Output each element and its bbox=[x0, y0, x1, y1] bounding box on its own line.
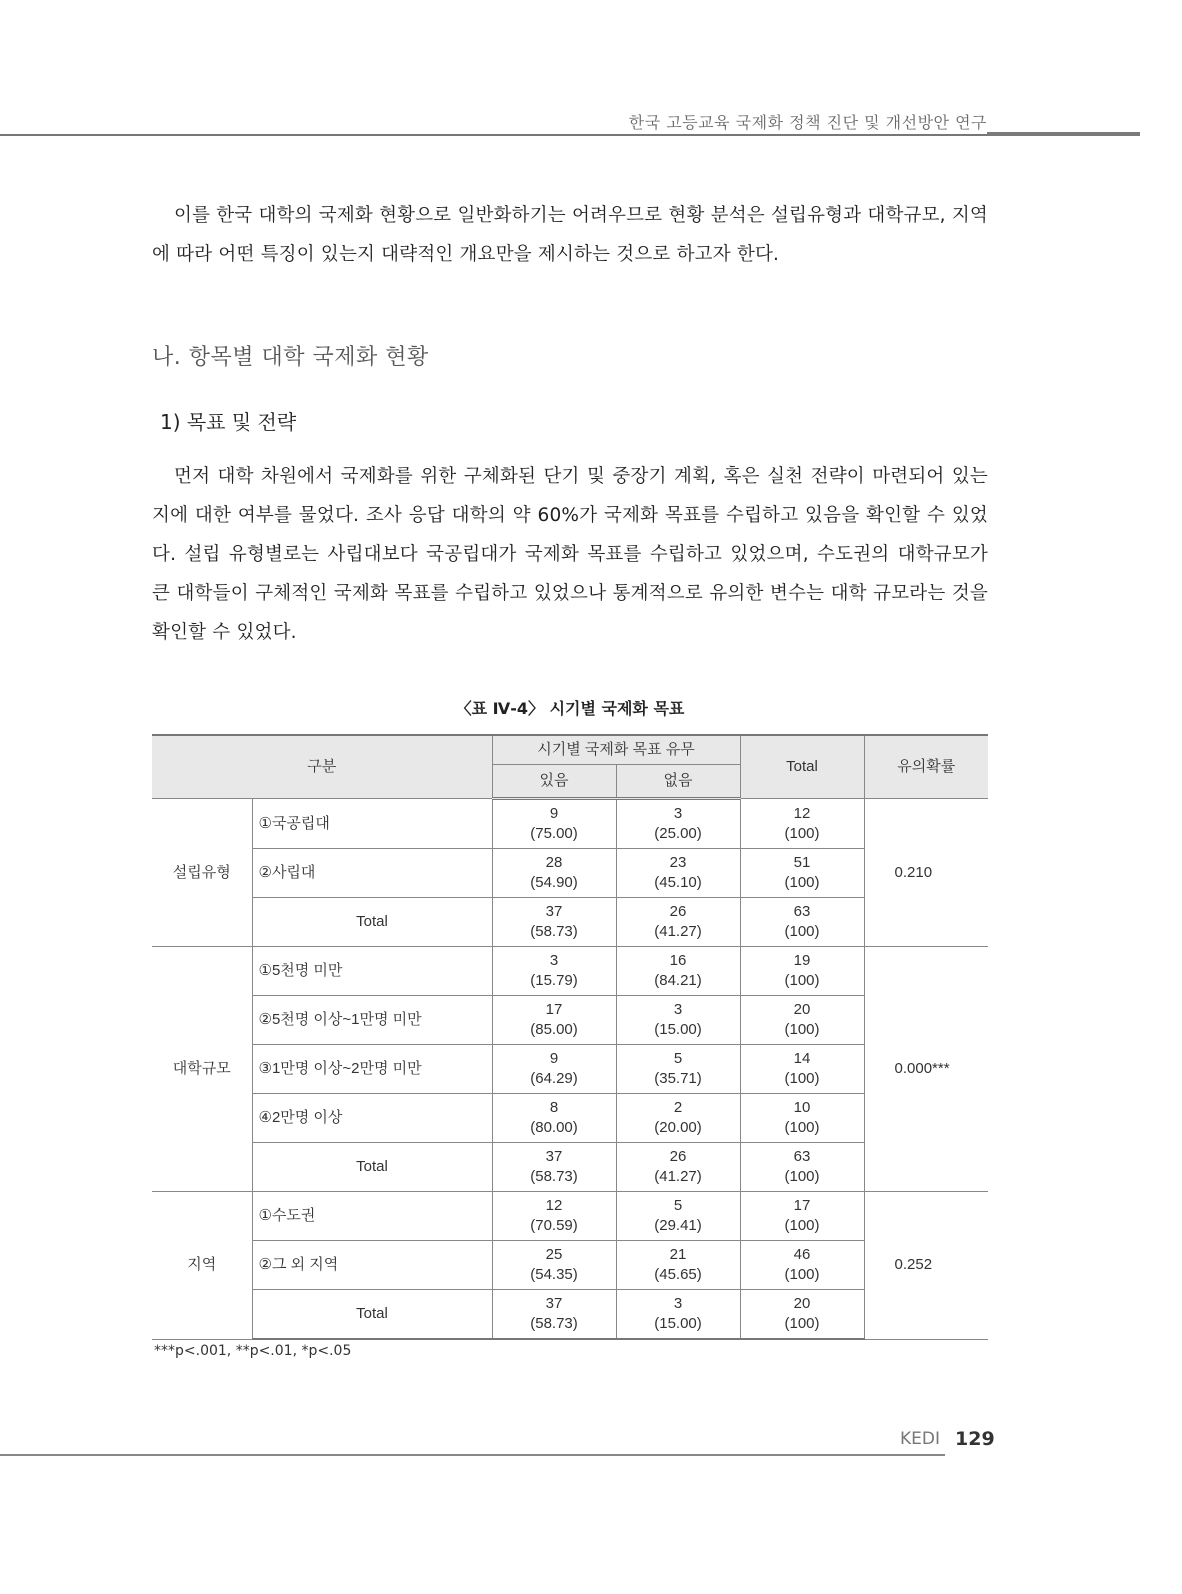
cell-yes bbox=[492, 1290, 616, 1340]
cell-total-percent: (100) bbox=[784, 1217, 820, 1234]
cell-total-count: 20 bbox=[793, 1295, 811, 1312]
cell-no-count: 21 bbox=[669, 1246, 687, 1263]
cell-yes-count: 3 bbox=[549, 952, 559, 969]
cell-total-percent: (100) bbox=[784, 874, 820, 891]
cell-no-count: 3 bbox=[673, 1001, 683, 1018]
cell-total bbox=[740, 1290, 864, 1340]
table-row bbox=[152, 1143, 988, 1192]
row-item-label: ③1만명 이상~2만명 미만 bbox=[252, 1045, 492, 1094]
cell-no-percent: (41.27) bbox=[654, 1168, 702, 1185]
cell-yes-count: 37 bbox=[545, 1148, 563, 1165]
table-row bbox=[152, 1290, 988, 1340]
cell-yes-percent: (15.79) bbox=[530, 972, 578, 989]
table-row bbox=[152, 947, 988, 996]
cell-total bbox=[740, 1143, 864, 1192]
cell-yes-count: 9 bbox=[549, 805, 559, 822]
cell-yes bbox=[492, 799, 616, 849]
cell-no bbox=[616, 1143, 740, 1192]
cell-yes-count: 12 bbox=[545, 1197, 563, 1214]
cell-total bbox=[740, 996, 864, 1045]
cell-no-count: 3 bbox=[673, 1295, 683, 1312]
cell-no-percent: (35.71) bbox=[654, 1070, 702, 1087]
row-item-label: ①5천명 미만 bbox=[252, 947, 492, 996]
footer-publisher: KEDI bbox=[900, 1429, 940, 1449]
cell-yes bbox=[492, 1094, 616, 1143]
group-label: 대학규모 bbox=[152, 947, 252, 1192]
cell-yes bbox=[492, 1192, 616, 1241]
cell-yes-percent: (80.00) bbox=[530, 1119, 578, 1136]
cell-no bbox=[616, 849, 740, 898]
cell-no bbox=[616, 799, 740, 849]
body-paragraph: 이를 한국 대학의 국제화 현황으로 일반화하기는 어려우므로 현황 분석은 설립유형과 대학규모, 지역에 따라 어떤 특징이 있는지 대략적인 개요만을 제시하는 것으로 하고자 한다. bbox=[152, 205, 988, 265]
row-item-label: ④2만명 이상 bbox=[252, 1094, 492, 1143]
cell-total bbox=[740, 898, 864, 947]
page-number: 129 bbox=[955, 1428, 995, 1450]
row-item-label: ②그 외 지역 bbox=[252, 1241, 492, 1290]
cell-no-percent: (41.27) bbox=[654, 923, 702, 940]
cell-no-percent: (45.65) bbox=[654, 1266, 702, 1283]
data-table bbox=[152, 734, 988, 1340]
cell-total-percent: (100) bbox=[784, 1070, 820, 1087]
cell-no bbox=[616, 947, 740, 996]
footer-divider bbox=[0, 1454, 945, 1456]
row-total-label: Total bbox=[252, 898, 492, 947]
cell-total-percent: (100) bbox=[784, 1021, 820, 1038]
cell-total bbox=[740, 1045, 864, 1094]
cell-no-count: 23 bbox=[669, 854, 687, 871]
cell-total-percent: (100) bbox=[784, 923, 820, 940]
row-total-label: Total bbox=[252, 1290, 492, 1340]
body-paragraph: 먼저 대학 차원에서 국제화를 위한 구체화된 단기 및 중장기 계획, 혹은 실천 전략이 마련되어 있는지에 대한 여부를 물었다. 조사 응답 대학의 약 60%가 국제화 목표를 수립하고 있음을 확인할 수 있었다. 설립 유형별로는 사립대보다 국공립대가 국제화 목표를 수립하고 있었으며, 수도권의 대학규모가 큰 대학들이 구체적인 국제화 목표를 수립하고 있었으나 통계적으로 유의한 변수는 대학 규모라는 것을 확인할 수 있었다. bbox=[152, 466, 988, 643]
cell-yes-percent: (70.59) bbox=[530, 1217, 578, 1234]
cell-no-percent: (45.10) bbox=[654, 874, 702, 891]
row-item-label: ②5천명 이상~1만명 미만 bbox=[252, 996, 492, 1045]
cell-total-percent: (100) bbox=[784, 1119, 820, 1136]
cell-yes-percent: (58.73) bbox=[530, 1168, 578, 1185]
row-item-label: ②사립대 bbox=[252, 849, 492, 898]
cell-yes-count: 17 bbox=[545, 1001, 563, 1018]
table-row bbox=[152, 1241, 988, 1290]
cell-total bbox=[740, 947, 864, 996]
cell-yes bbox=[492, 1241, 616, 1290]
subsection-heading: 1) 목표 및 전략 bbox=[160, 410, 297, 434]
cell-no bbox=[616, 1241, 740, 1290]
cell-total bbox=[740, 849, 864, 898]
table-row bbox=[152, 1094, 988, 1143]
cell-yes-count: 37 bbox=[545, 903, 563, 920]
row-total-label: Total bbox=[252, 1143, 492, 1192]
cell-total-percent: (100) bbox=[784, 824, 820, 842]
header-group: 시기별 국제화 목표 유무 bbox=[492, 735, 740, 765]
cell-yes-percent: (54.35) bbox=[530, 1266, 578, 1283]
cell-total-percent: (100) bbox=[784, 1315, 820, 1332]
cell-yes-count: 9 bbox=[549, 1050, 559, 1067]
table-row bbox=[152, 799, 988, 849]
significance-value: 0.210 bbox=[864, 799, 988, 947]
cell-total-count: 51 bbox=[793, 854, 811, 871]
header-total: Total bbox=[740, 735, 864, 799]
cell-total-count: 14 bbox=[793, 1050, 811, 1067]
cell-no-percent: (25.00) bbox=[654, 825, 702, 842]
cell-no-count: 2 bbox=[673, 1099, 683, 1116]
cell-no-percent: (15.00) bbox=[654, 1315, 702, 1332]
cell-total-count: 10 bbox=[793, 1099, 811, 1116]
cell-yes bbox=[492, 1143, 616, 1192]
table-row bbox=[152, 1192, 988, 1241]
cell-yes-percent: (64.29) bbox=[530, 1070, 578, 1087]
cell-no-percent: (29.41) bbox=[654, 1217, 702, 1234]
cell-no bbox=[616, 1192, 740, 1241]
table-row bbox=[152, 849, 988, 898]
table-footnote: ***p<.001, **p<.01, *p<.05 bbox=[154, 1343, 352, 1359]
cell-total bbox=[740, 1094, 864, 1143]
cell-yes bbox=[492, 996, 616, 1045]
cell-total-count: 19 bbox=[793, 952, 811, 969]
cell-yes-count: 37 bbox=[545, 1295, 563, 1312]
cell-yes-percent: (58.73) bbox=[530, 923, 578, 940]
header-category: 구분 bbox=[152, 735, 492, 799]
cell-yes bbox=[492, 849, 616, 898]
cell-yes-percent: (85.00) bbox=[530, 1021, 578, 1038]
cell-yes-count: 28 bbox=[545, 854, 563, 871]
significance-value: 0.000*** bbox=[864, 947, 988, 1192]
cell-total-count: 12 bbox=[793, 804, 811, 822]
cell-yes bbox=[492, 1045, 616, 1094]
cell-total-count: 20 bbox=[793, 1001, 811, 1018]
cell-no-count: 5 bbox=[673, 1050, 683, 1067]
cell-yes-count: 25 bbox=[545, 1246, 563, 1263]
cell-yes-percent: (75.00) bbox=[530, 825, 578, 842]
cell-no bbox=[616, 1045, 740, 1094]
group-label: 지역 bbox=[152, 1192, 252, 1340]
cell-yes-percent: (58.73) bbox=[530, 1315, 578, 1332]
cell-total-percent: (100) bbox=[784, 972, 820, 989]
cell-yes bbox=[492, 898, 616, 947]
table-row bbox=[152, 1045, 988, 1094]
row-item-label: ①국공립대 bbox=[252, 799, 492, 849]
cell-total bbox=[740, 1241, 864, 1290]
cell-no-count: 26 bbox=[669, 1148, 687, 1165]
running-header: 한국 고등교육 국제화 정책 진단 및 개선방안 연구 bbox=[628, 113, 987, 132]
header-yes: 있음 bbox=[492, 765, 616, 799]
cell-no-count: 26 bbox=[669, 903, 687, 920]
table-row bbox=[152, 898, 988, 947]
cell-total-percent: (100) bbox=[784, 1168, 820, 1185]
header-no: 없음 bbox=[616, 765, 740, 799]
header-significance: 유의확률 bbox=[864, 735, 988, 799]
row-item-label: ①수도권 bbox=[252, 1192, 492, 1241]
group-label: 설립유형 bbox=[152, 799, 252, 947]
cell-no-count: 16 bbox=[669, 952, 687, 969]
cell-no bbox=[616, 1094, 740, 1143]
cell-total-percent: (100) bbox=[784, 1266, 820, 1283]
cell-no-percent: (15.00) bbox=[654, 1021, 702, 1038]
cell-no bbox=[616, 1290, 740, 1340]
cell-total-count: 63 bbox=[793, 903, 811, 920]
table-caption: 〈표 Ⅳ-4〉 시기별 국제화 목표 bbox=[455, 699, 685, 718]
header-accent-bar bbox=[987, 132, 1140, 136]
cell-yes bbox=[492, 947, 616, 996]
significance-value: 0.252 bbox=[864, 1192, 988, 1340]
cell-no-percent: (84.21) bbox=[654, 972, 702, 989]
cell-yes-count: 8 bbox=[549, 1099, 559, 1116]
cell-total-count: 46 bbox=[793, 1246, 811, 1263]
header-divider bbox=[0, 134, 987, 136]
cell-yes-percent: (54.90) bbox=[530, 874, 578, 891]
cell-total-count: 17 bbox=[793, 1197, 811, 1214]
cell-no-count: 3 bbox=[673, 805, 683, 822]
section-heading: 나. 항목별 대학 국제화 현황 bbox=[152, 345, 429, 370]
cell-no bbox=[616, 996, 740, 1045]
cell-no-percent: (20.00) bbox=[654, 1119, 702, 1136]
cell-no-count: 5 bbox=[673, 1197, 683, 1214]
cell-total bbox=[740, 1192, 864, 1241]
cell-no bbox=[616, 898, 740, 947]
cell-total bbox=[740, 799, 864, 849]
table-row bbox=[152, 996, 988, 1045]
cell-total-count: 63 bbox=[793, 1148, 811, 1165]
